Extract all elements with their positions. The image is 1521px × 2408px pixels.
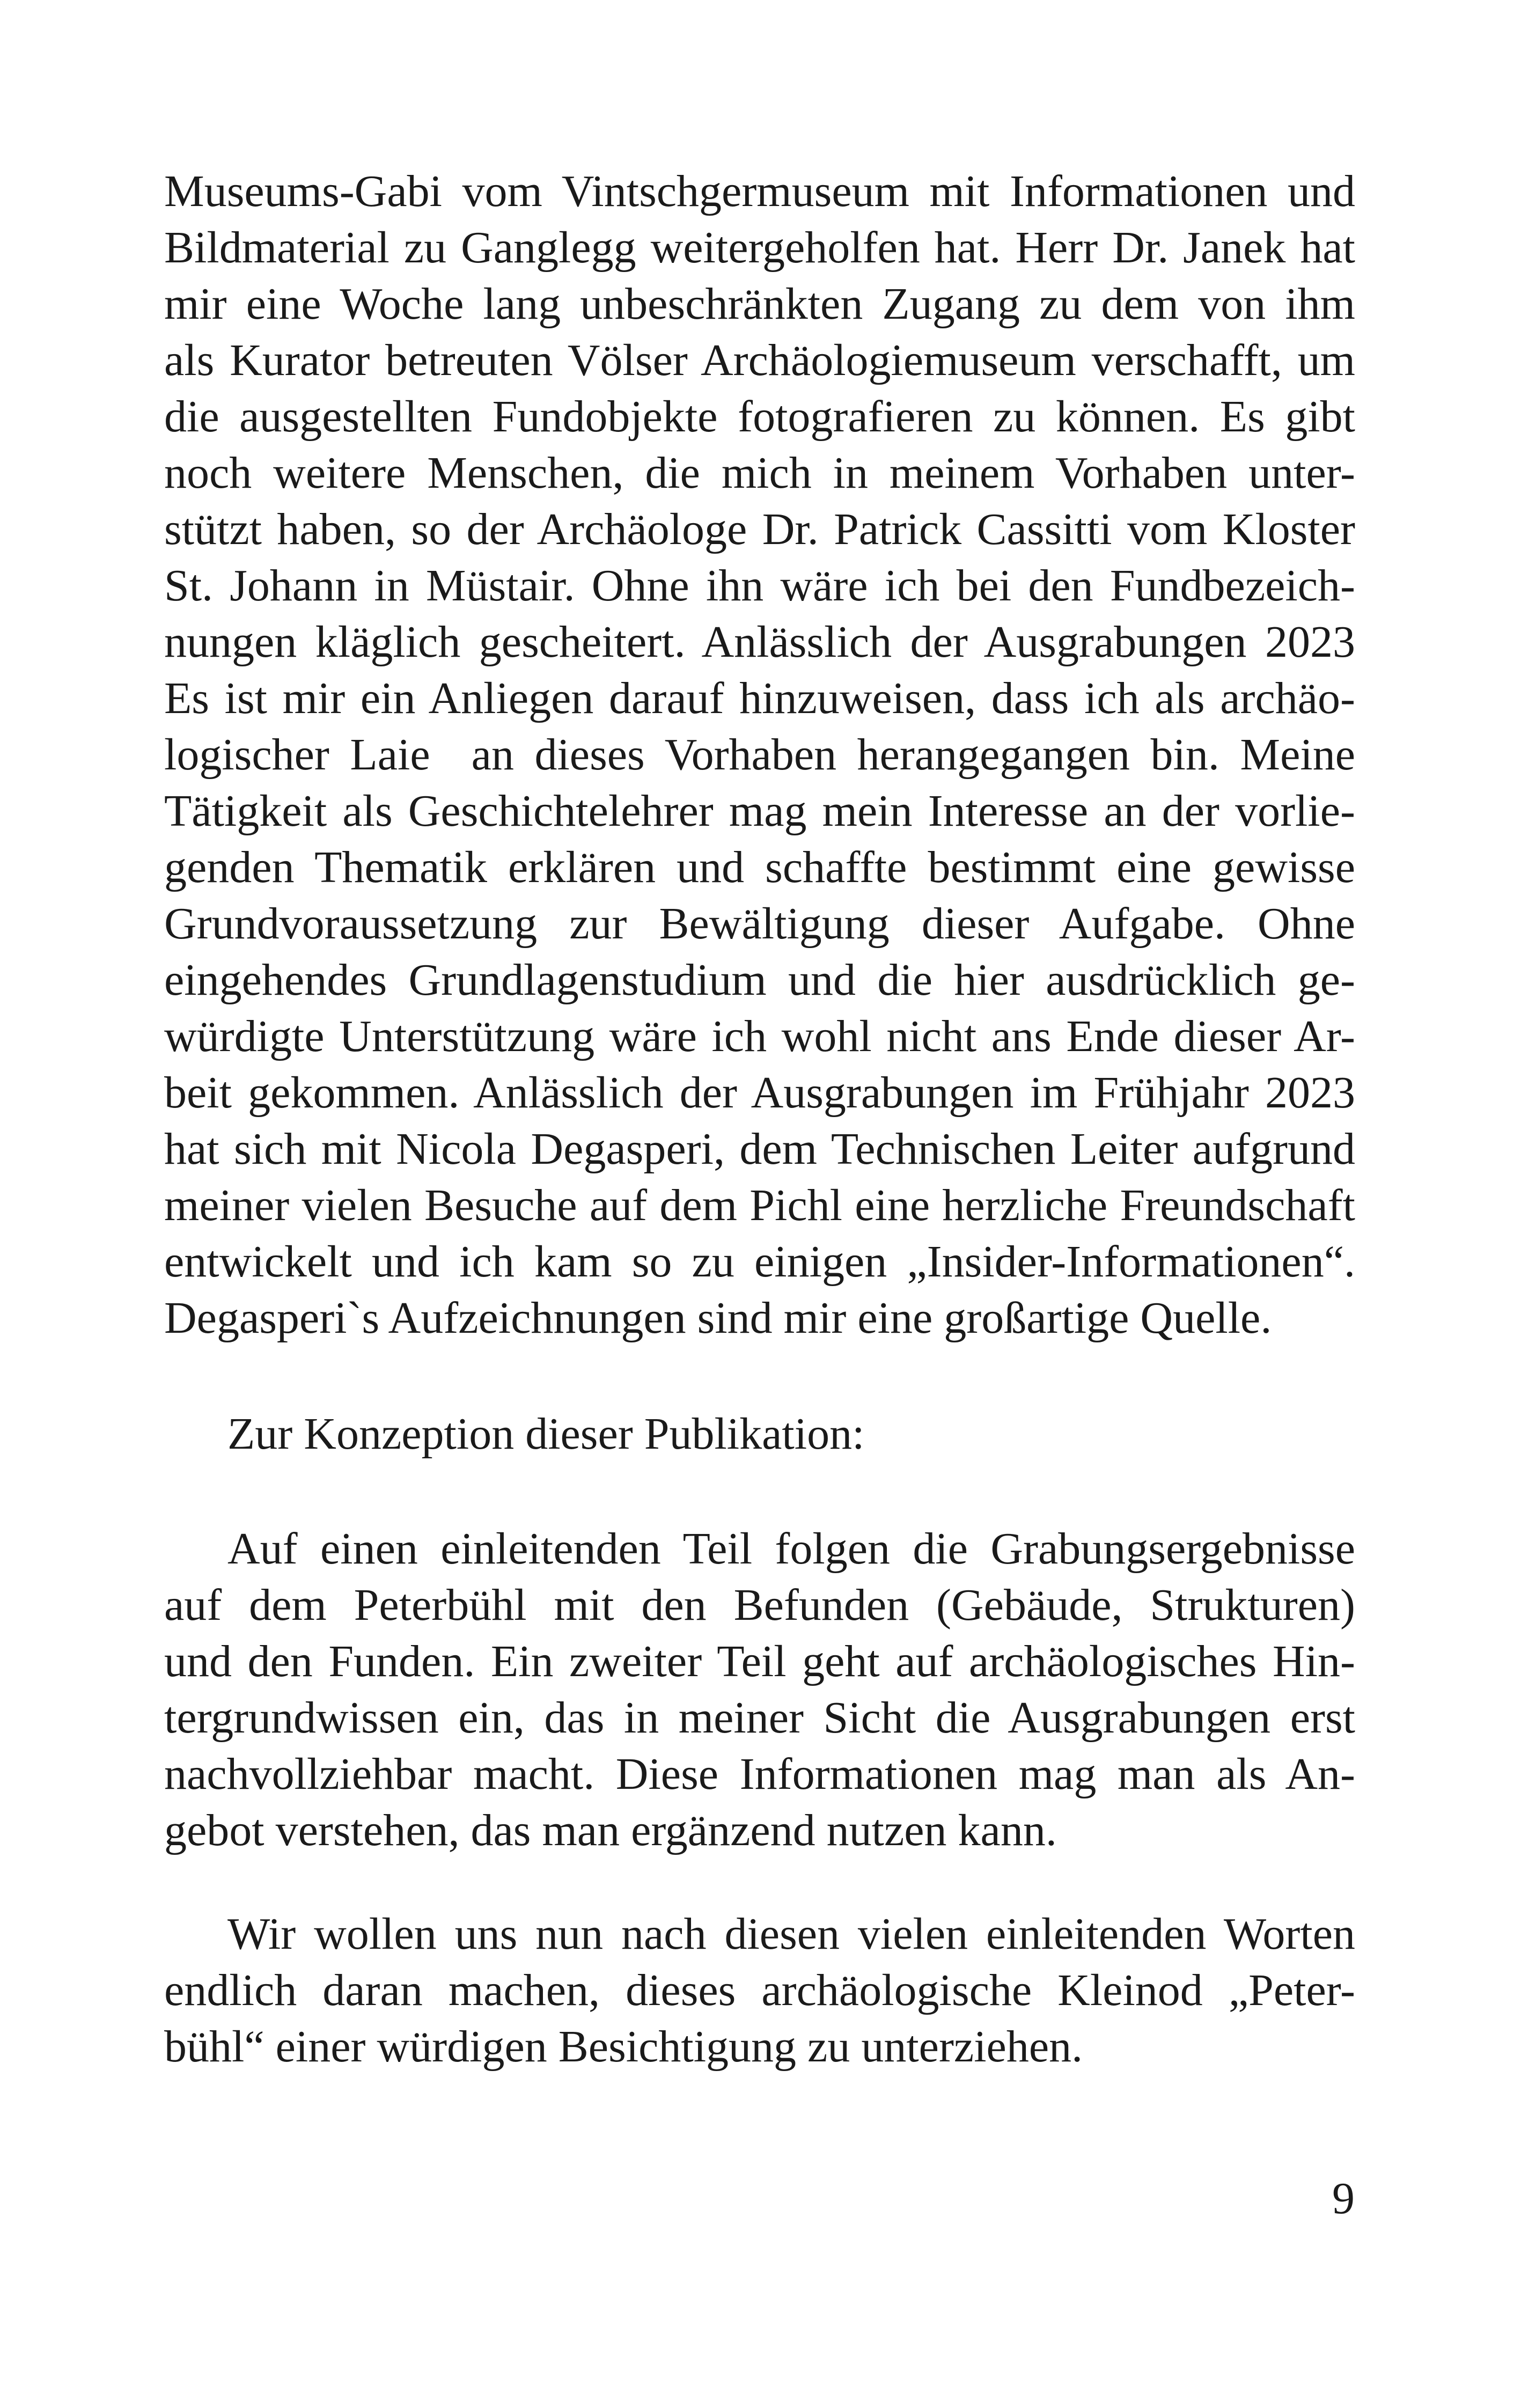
text-line: mir eine Woche lang unbeschränkten Zugang zu dem von ihm	[164, 279, 1355, 329]
text-line: Es ist mir ein Anliegen darauf hinzuweisen, dass ich als archäo-	[164, 673, 1355, 723]
text-line: bühl“ einer würdigen Besichtigung zu unterziehen.	[164, 2022, 1083, 2072]
text-line: Degasperi`s Aufzeichnungen sind mir eine großartige Quelle.	[164, 1293, 1272, 1343]
text-line: logischer Laie an dieses Vorhaben herangegangen bin. Meine	[164, 730, 1355, 780]
text-line: noch weitere Menschen, die mich in meinem Vorhaben unter-	[164, 448, 1355, 498]
paragraph-concept	[164, 1521, 1355, 1859]
text-line: würdigte Unterstützung wäre ich wohl nicht ans Ende dieser Ar-	[164, 1011, 1355, 1061]
text-line: Tätigkeit als Geschichtelehrer mag mein Interesse an der vorlie-	[164, 786, 1355, 836]
text-line: entwickelt und ich kam so zu einigen „Insider-Informationen“.	[164, 1237, 1355, 1287]
text-line: nungen kläglich gescheitert. Anlässlich der Ausgrabungen 2023	[164, 617, 1355, 667]
text-line: Museums-Gabi vom Vintschgermuseum mit Informationen und	[164, 166, 1355, 216]
text-line: auf dem Peterbühl mit den Befunden (Gebäude, Strukturen)	[164, 1580, 1355, 1630]
text-line: als Kurator betreuten Völser Archäologiemuseum verschafft, um	[164, 335, 1355, 385]
text-line: meiner vielen Besuche auf dem Pichl eine herzliche Freundschaft	[164, 1180, 1355, 1230]
text-line: tergrundwissen ein, das in meiner Sicht die Ausgrabungen erst	[164, 1693, 1355, 1743]
text-line: genden Thematik erklären und schaffte bestimmt eine gewisse	[164, 842, 1355, 892]
text-line: gebot verstehen, das man ergänzend nutzen kann.	[164, 1805, 1057, 1855]
text-line: die ausgestellten Fundobjekte fotografieren zu können. Es gibt	[164, 392, 1355, 442]
text-line: eingehendes Grundlagenstudium und die hier ausdrücklich ge-	[164, 955, 1355, 1005]
text-line: Grundvoraussetzung zur Bewältigung dieser Aufgabe. Ohne	[164, 899, 1355, 949]
text-line: Wir wollen uns nun nach diesen vielen einleitenden Worten	[227, 1909, 1355, 1959]
text-line: Zur Konzeption dieser Publikation:	[227, 1409, 865, 1459]
text-line: Bildmaterial zu Ganglegg weitergeholfen hat. Herr Dr. Janek hat	[164, 223, 1355, 273]
page-number: 9	[1332, 2174, 1355, 2223]
paragraph-acknowledgements	[164, 163, 1355, 1346]
text-line: Auf einen einleitenden Teil folgen die Grabungsergebnisse	[227, 1524, 1355, 1574]
paragraph-closing	[164, 1906, 1355, 2075]
text-line: stützt haben, so der Archäologe Dr. Patrick Cassitti vom Kloster	[164, 504, 1355, 554]
text-line: hat sich mit Nicola Degasperi, dem Technischen Leiter aufgrund	[164, 1124, 1355, 1174]
text-line: und den Funden. Ein zweiter Teil geht auf archäologisches Hin-	[164, 1636, 1355, 1686]
text-line: St. Johann in Müstair. Ohne ihn wäre ich bei den Fundbezeich-	[164, 561, 1355, 611]
text-line: beit gekommen. Anlässlich der Ausgrabungen im Frühjahr 2023	[164, 1068, 1355, 1118]
text-line: endlich daran machen, dieses archäologische Kleinod „Peter-	[164, 1965, 1355, 2015]
text-line: nachvollziehbar macht. Diese Informationen mag man als An-	[164, 1749, 1355, 1799]
section-heading-concept	[164, 1406, 1355, 1462]
